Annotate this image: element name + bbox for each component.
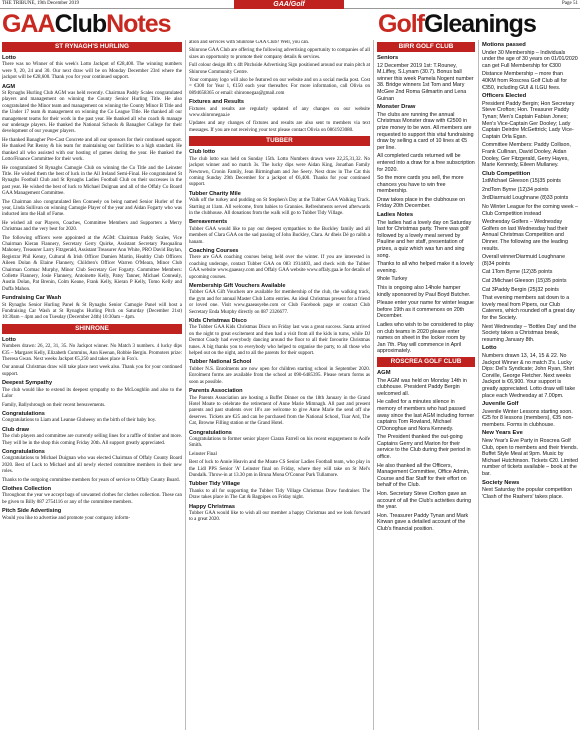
column-birr-roscrea (377, 40, 475, 732)
masthead-part: Notes (106, 10, 171, 38)
paragraph: Thanks to the outgoing committee members for years of service to Offaly County Board. (2, 477, 180, 483)
paragraph: Shinrone GAA Club are offering the following advertising opportunity to companies of all sizes an opportunity to promote their company details & services. (189, 48, 370, 60)
paragraph: He wished all our Players, Coaches, Committee Members and Supporters a Merry Christmas and the very best for 2020. (2, 220, 182, 233)
masthead-gaa-club-notes (2, 11, 171, 37)
heading: AGM (2, 83, 16, 90)
paragraph: There was no Winner of this week's Lotto Jackpot of €28,400. The winning numbers were 9, 20, 24 and 30. Our next draw will be on Monday December 23rd where the jackpot will be €28,600. Thank you for your continued support. (2, 62, 182, 81)
heading: Congratulations (2, 410, 45, 417)
paragraph: The Chairman also congratulated Ben Conneely on being named Senior Hurler of the year, Linda Sullivan on winning Camogie Player of the year and Aidan Fogarty who was inducted into the Hall of Fame. (2, 199, 182, 218)
paragraph: So the more cards you sell, the more chances you have to win free membership. (377, 175, 464, 195)
paragraph: St Rynaghs Hurling Club AGM was held recently. Chairman Paddy Scales congratulated players and management on winning the County Senior Hurling Title. He also congratulated the Minor team and management on winning the County Minor B Title and the Under 17 team & management on winning the Co League Title. He thanked all our management teams for their work in the past year. He thanked all who coach & manage our underage players. He thanked the National Schools & Banagher College for their development of our younger players. (2, 91, 182, 135)
paragraph: Ladies who wish to be considered to play on club teams in 2020 please enter names on sheet in the locker room by Jan 7th. Play will commence in April approximately. (377, 321, 474, 355)
heading: Congratulations (2, 448, 45, 455)
heading: Tubber National School (189, 359, 252, 366)
section-tag: GAA/Golf (234, 0, 344, 9)
paragraph: Distance Membership – more than 40KM from Roscrea Golf Club all for €350, including GUI & ILGU fees. (482, 71, 568, 91)
paragraph: Cat 1Tom Byrne (12)35 points (482, 269, 553, 276)
paragraph: He congratulated St Rynaghs Camogie Club on winning the Co Title and the Leinster Title. He wished them the best of luck in the All Ireland Semi-Final. He congratulated St Rynaghs Football Club and St Rynaghs Ladies Football Club on their successes in the past year. He wished the best of luck to Michael Duignan and all of the Offaly Co Board GAA Management Committee. (2, 165, 182, 197)
paragraph: The club would like to extend its deepest sympathy to the McLoughlin and also to the Lalor (2, 387, 182, 400)
paragraph: Tubber GAA would like to pay our deepest sympathies to the Buckley family and all members of Clara GAA on the sad passing of John Buckley, Clara. Ar dheis Dé go raibh a hanam. (189, 226, 370, 245)
heading: Club Competition (482, 170, 531, 177)
heading: Deepest Sympathy (2, 380, 53, 387)
section-band: TUBBER (189, 136, 370, 146)
paragraph: Hon. Secretary Steve Crofton gave an account of all the Club's activities during the year. (377, 491, 472, 511)
paragraph: Walk off the turkey and pudding on St Stephen's Day at the Tubber GAA Walking Track. Starting at 11am. All welcome, from babies to Grannies. Refreshments served afterwards in the clubhouse. All donations from the walk will go to Tubber Tidy Village. (189, 198, 370, 216)
heading: Lotto (2, 55, 16, 61)
paragraph: The Tubber GAA Kids Christmas Disco on Friday last was a great success. Santa arrived on the night to great excitement and then had a visit from all the kids in turns, while DJ Dermot Coady had everybody dancing around the floor to all their favourite Christmas tunes. A big thanks you to everybody who helped to organise the party, to all those who helped out on the night, and to all the parents for their support. (189, 325, 370, 357)
paragraph: St Rynaghs Senior Hurling Panel & St Rynaghs Senior Camogie Panel will host a Fundraising Car Wash at St Rynaghs Hurling Pitch on Saturday (December 21st) 10:30am – 4pm and on Tuesday (December 24th) 10:30am – 4pm. (2, 302, 182, 321)
paragraph: Tubber GAA would like to wish all our member a happy Christmas and we look forward to a great 2020. (189, 511, 370, 523)
paragraph: Leinster Final (189, 451, 217, 457)
heading: Fixtures and Results (189, 99, 245, 106)
paragraph: Full colour design 8ft x 4ft Pitchside Advertising Sign positioned around our main pitch at Shinrone Community Centre. (189, 63, 370, 75)
column-shinrone-tubber (189, 40, 370, 732)
heading: AGM (377, 369, 391, 376)
paragraph: Committee Members: Paddy Collison, Frank Cullinan, David Dooley, Aidan Dooley, Ger Fitzgerald, Gerry Hayes, Marie Kennedy, Eileen Mullaney. (482, 142, 571, 169)
paragraph: He called for a minutes silence in memory of members who had passed away since the last AGM including former captains Tom Rowland, Michael O'Donoghue and Nora Kennedy. (377, 399, 475, 432)
column-divider (185, 40, 186, 730)
paragraph: President Paddy Bergin; Hon Secretary Steve Crofton; Hon. Treasurer Paddy Tynan; Men's Captain Fabian Jones; Men's Vice-Captain Ger Dooley; Lady Captain Deirdre McGettrick; Lady Vice-Captain Orla Egan. (482, 100, 575, 140)
heading: Lotto (482, 345, 497, 352)
paragraph: There are GAA coaching courses being held over the winter. If you are interested in coaching underage, contact Tubber GAA on 083 1914403, and check with the Tubber GAA website www.gaaeasy.com and Offaly GAA website www.offaly.gaa.ie for details of upcoming courses. (189, 255, 370, 280)
paragraph: The club lotto was held on Sunday 15th. Lotto Numbers drawn were 22,25,31,32. No jackpot winner and no match 3s. The lucky dips were Aidan King, Jonathan Family Newtown, Cronin Family, Jean Birmingham and Joe Seery. Next draw in The Cat this coming Sunday 29th December for a jackpot of €6,400. Thanks for your continued support. (189, 156, 370, 188)
paragraph: Please enter your name for winter league before 19th as it commences on 20th December. (377, 300, 474, 320)
paragraph: Wednesday Golfers – Wednesday Golfers on last Wednesday had their Annual Christmas Competition and Dinner. The following are the leading results. (482, 219, 568, 252)
paragraph: The AGM was held on Monday 14th in clubhouse. President Paddy Bergin welcomed all. (377, 377, 467, 397)
paragraph: The ladies had a lovely day on Saturday last for Christmas party. There was golf followed by a lovely meal served by Pauline and her staff, presentation of prizes, a quiz which was fun and sing song. (377, 219, 472, 259)
paragraph: He also thanked all the Officers, Management Committee, Office Admin, Course and Bar Staff for their effort on behalf of the Club. (377, 462, 470, 489)
paragraph: Family, Ballyshrough on their recent bereavements. (2, 402, 106, 408)
heading: Club lotto (189, 149, 216, 156)
masthead-part: Club (54, 10, 107, 38)
column-divider (373, 40, 374, 730)
paragraph: No Winter League for the coming week – Club Competition instead (482, 204, 578, 217)
column-divider (478, 40, 479, 730)
paragraph: Congratulations to Michael Duignan who was elected Chairman of Offaly County Board 2020. Best of Luck to Michael and all newly elected committee members in their new roles. (2, 456, 182, 475)
paragraph: Your company logo will also be featured on our website and on a social media post. Cost = €300 for Year 1, €150 each year thereafter. For more information, call Olivia on 0894658365 or email: shinronegaa@gmail.com (189, 78, 370, 96)
masthead-golf-gleanings (378, 11, 536, 37)
paragraph: Best of luck to Annie Heavin and the Moate CS Senior Ladies Football team, who play in the Lidl PPS Senior 'A' Leinster final on Friday, where they will take on St Mel's Dundalk. Throw-in at 13.30 pm in Bruna Mona O'Connor Park Tullamore. (189, 460, 370, 478)
section-band: SHINRONE (2, 324, 182, 334)
paragraph: Thanks to all for supporting the Tubber Tidy Village Christmas Draw fundraiser. The Draw takes place in The Cat & Bagpipes on Friday night. (189, 488, 370, 501)
heading: Tubber Tidy Village (189, 481, 240, 488)
paragraph: Numbers drawn: 26, 22, 31, 35. No Jackpot winner. No Match 3 numbers. 4 lucky dips €35 – Margaret Kelly, Elizabeth Cummins, Ann Keenan, Robbie Bergin. Promoters prize: Theresa Gwan. Next weeks Jackpot €5,250 and takes place in Fox's. (2, 344, 182, 363)
paragraph: Cat 3Paddy Bergin (25)32 points (482, 286, 559, 293)
paragraph: Thanks to all who helped make it a lovely evening. (377, 261, 474, 274)
heading: Kids Christmas Disco (189, 318, 247, 325)
heading: Monster Draw (377, 104, 416, 111)
section-band: ROSCREA GOLF CLUB (377, 357, 475, 367)
heading: Club draw (2, 426, 30, 433)
heading: New Years Eve (482, 430, 523, 437)
section-band: BIRR GOLF CLUB (377, 42, 475, 52)
paragraph: The President thanked the out-going Captains Gerry and Marion for their service to the Club during their period in office. (377, 434, 471, 461)
paragraph: Throughout the year we accept bags of unwanted clothes for clothes collection. These can be given to Billy 087 2754116 or any of the committee members. (2, 493, 182, 505)
heading: Pitch Side Advertising (2, 508, 62, 515)
paragraph: All completed cards returned will be entered into a draw for a free subscription for 2020. (377, 153, 475, 173)
paragraph: Next Wednesday – 'Bottles Day' and the Society takes a Christmas break, resuming January 8th. (482, 323, 577, 343)
paragraph: Under 30 Membership – Individuals under the age of 30 years on 01/01/2020 can get Full Membership for €300 (482, 49, 578, 69)
paragraph: Cat 2Michael Gleeson (15)35 points (482, 278, 567, 284)
paragraph: The Parents Association are hosting a Buffet Dinner on the 18th January in the Grand Hotel Moate to celebrate the retirement of Anne Marie Mimnagh. All past and present parents and past students over 18's are welcome to give Anne Marie the send off she deserves. Tickets are €25 and can be purchased from the National School, Tuar Ard, The Cat, Browne Filling station or the Grand Hotel. (189, 395, 370, 427)
paragraph: Next Saturday the popular competition 'Clash of the Rashers' takes place. (482, 487, 573, 500)
heading: Coaching Courses (189, 247, 239, 254)
paragraph: Draw takes place in the clubhouse on Friday 20th December. (377, 196, 466, 210)
paragraph: 12 December 2019 1st: T.Rouney, M.Liffey, S.Lynam (30.7). Bonus ball winner this week Pamela Nogent number 38. Bridge winners 1st Tom and Mary McGee 2nd Roma Gilmartin and Lena Guinan (377, 62, 474, 102)
heading: Juvenile Golf (482, 401, 519, 408)
paragraph: Congratulations to former senior player Ciaran Farrell on his recent engagement to Aoife Smith. (189, 436, 370, 449)
paragraph: Congratulations to Liam and Leanne Gloheesy on the birth of their baby boy. (2, 418, 157, 424)
masthead-part: GAA (2, 10, 55, 38)
heading: Society News (482, 479, 520, 486)
paragraph: 3rdDiarmuid Loughnane (8)33 points (482, 195, 569, 202)
masthead-part: Golf (378, 10, 424, 38)
paragraph: The following officers were appointed at the AGM: Chairman Paddy Scales, Vice Chairman Kieran Flannery, Secretary Gerry Quirke, Assistant Secretary Pasqualina Mahoney, Treasurer Larry Fitzgerald, Assistant Treasurer Ann White, PRO David Baylan, Registrar Phil Kenny, Cultural & Irish Officer Damien Martin, Healthy Club Officers Aileen Dolan & Elaine Flannery, Children's Officer Warren O'Meara, Minor Club Chairman Cormac Murphy, Minor Club Secretary Ger Fogarty. Committee Members: Collette Flannery, Josie Flannery, Antoinette Kelly, Patsy Tanner, Michael Connealy, Austin Dolan, Pat Brenin, Colm Keane, Frank Kelly, Kieran P Kelly, Tomo Kelly and Duffa Mahon. (2, 235, 182, 292)
heading: Tubber Charity Mile (189, 190, 241, 197)
paragraph: This is ongoing also 14hole hamper kindly sponsored by Paul Boyd Butcher. (377, 285, 471, 298)
paragraph: Our annual Christmas draw will take place next week also. Thank you for your continued support. (2, 365, 182, 377)
paragraph: Juvenile Winter Lessons starting soon. €25 for 8 lessons (members), €35 non-members. Forms in clubhouse. (482, 408, 574, 428)
masthead-part: Gleanings (424, 10, 536, 38)
paragraph: New Year's Eve Party in Roscrea Golf Club, open to members and their friends. Buffet Style Meal at 9pm. Music by Michael Hutchinson. Tickets €20. Limited number of tickets available – book at the bar. (482, 438, 578, 478)
heading: Clothes Collection (2, 485, 52, 492)
section-band: ST RYNAGH'S HURLING (2, 42, 182, 52)
heading: Parents Association (189, 388, 243, 395)
paragraph: Updates and any changes of fixtures and results are also sent to members via text messages. If you are not receiving your text please contact Olivia on 0861923080. (189, 121, 370, 133)
paragraph: 1stMichael Gleeson (15)35 points (482, 178, 561, 185)
paragraph: 2ndTom Byrne (12)34 points (482, 186, 549, 193)
heading: Motions passed (482, 42, 526, 48)
paragraph: That evening members sat down to a lovely meal from Pipers, our Club Caterers, which rounded off a great day for the Society. (482, 295, 575, 321)
paragraph: Tubber GAA Gift Vouchers are available for membership of the club, the walking track, the gym and for annual Master Club Lotto entries. An ideal Christmas present for a friend or loved one. Visit www.gaaeasyebe.com or Club Facebook page or contact Club Secretary Enda Murphy directly on 087 2326677. (189, 290, 370, 315)
column-roscrea-notes (482, 40, 578, 732)
heading: Fundraising Car Wash (2, 295, 62, 302)
heading: Happy Christmas (189, 503, 236, 510)
paragraph: ation and services with Shinrone GAA Club? Well, you can. (189, 40, 310, 45)
paragraph: He thanked Banagher Pre-Cast Concrete and all our sponsors for their continued support. He thanked Pat Renny & his team for maintaining our facilities to a high standard. He thanked all who assisted with our hosting of games during the year. He thanked the Lotto/Finance Committee for their work. (2, 137, 182, 163)
page-number: Page 51 (562, 1, 578, 6)
heading: Officers Elected (482, 93, 527, 100)
paragraph: The club players and committee are currently selling lines for a raffle of timber and more. They will be in the shop this coming Friday 20th. All support greatly appreciated. (2, 434, 182, 446)
paragraph: Overall winnerDiarmuid Loughnane (8)34 points (482, 254, 566, 267)
paragraph: Hon. Treasurer Paddy Tynan and Mark Kirwan gave a detailed account of the Club's financial position. (377, 512, 469, 532)
paragraph: Numbers drawn 13, 14, 15 & 22. No Jackpot Winner & no match 3's. Lucky Dips: Del's Syndicate; John Ryan, Shirt Corville, George Fletcher. Next weeks Jackpot is €6,900. Your support is greatly appreciated. Lotto draw will take place each Wednesday at 7.00pm. (482, 352, 576, 399)
paragraph: Fixtures and results are regularly updated of any changes on our website www.shinronegaa.ie (189, 106, 370, 119)
paragraph: Tubber N.S. Enrolments are now open for children starting school in September 2020. Enrolment forms are available from the school at 090-6485395. Please return forms as soon as possible. (189, 366, 370, 385)
paragraph: Would you like to advertise and promote your company inform- (2, 515, 131, 521)
heading: Ladies Notes (377, 212, 414, 219)
paper-date: THE TRIBUNE, 19th December 2019 (2, 1, 79, 6)
heading: Seniors (377, 55, 399, 61)
heading: Bereavements (189, 219, 228, 226)
heading: Congratulations (189, 429, 232, 436)
heading: Lotto (2, 336, 16, 343)
paragraph: 9hole Turkey (377, 276, 408, 283)
paragraph: The clubs are running the annual Christmas Monster draw with €2500 in prize money to be won. All members are requested to support this vital fundraising draw by selling a card of 10 lines at €5 per line. (377, 111, 474, 151)
heading: Membership Gift Vouchers Available (189, 283, 286, 289)
column-st-rynaghs-shinrone (2, 40, 182, 732)
